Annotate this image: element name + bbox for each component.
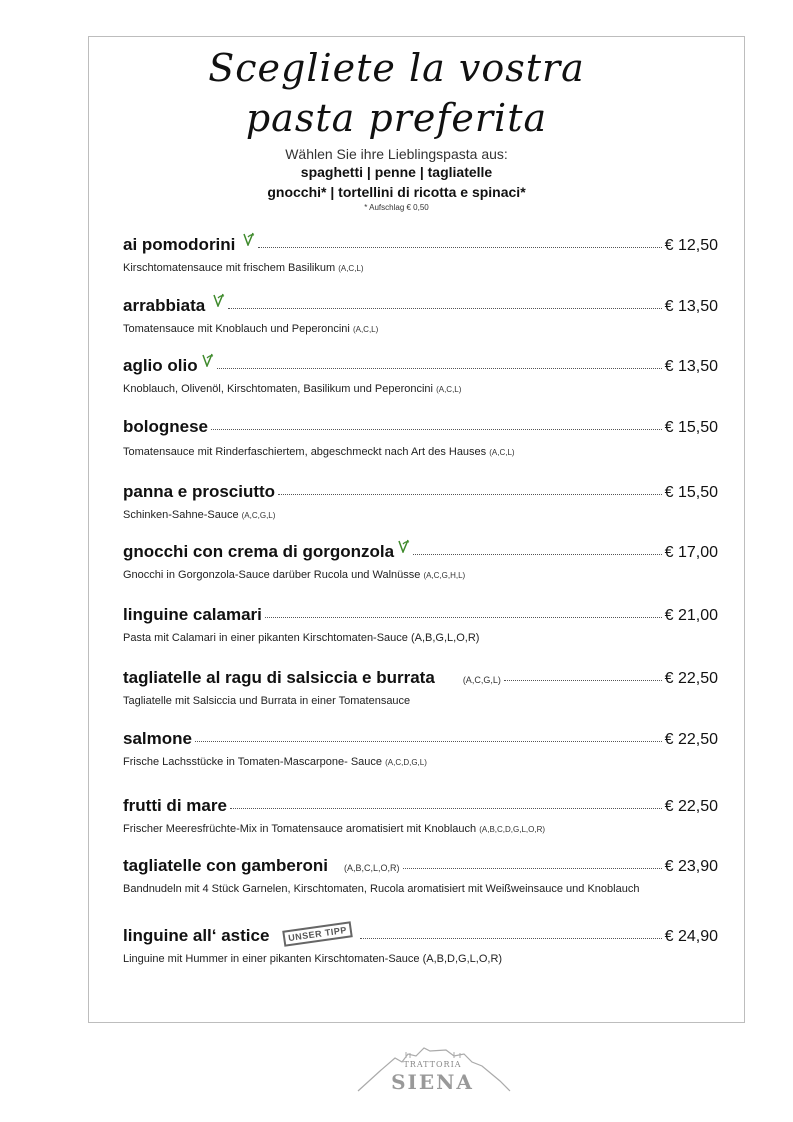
dish-name: bolognese [123, 417, 209, 436]
allergen-codes: (A,C,G,L) [241, 511, 276, 520]
dish-price: € 13,50 [664, 358, 718, 375]
logo-text-big: SIENA [391, 1070, 474, 1094]
allergen-codes: (A,B,C,L,O,R) [344, 863, 400, 873]
dot-leader [228, 307, 661, 309]
dish-description: Frische Lachsstücke in Tomaten-Mascarpone- Sauce (A,C,D,G,L) [123, 756, 427, 768]
surcharge-note: * Aufschlag € 0,50 [364, 203, 429, 212]
allergen-codes: (A,B,D,G,L,O,R) [422, 953, 503, 965]
dish-price: € 22,50 [664, 798, 718, 815]
dot-leader [278, 493, 662, 495]
dish-price: € 22,50 [664, 670, 718, 687]
dish-description: Gnocchi in Gorgonzola-Sauce darüber Rucola und Walnüsse (A,C,G,H,L) [123, 569, 466, 581]
dish-price: € 13,50 [664, 298, 718, 315]
dish-price: € 12,50 [664, 237, 718, 254]
allergen-codes: (A,C,G,L) [462, 675, 501, 685]
dish-price: € 15,50 [664, 419, 718, 436]
dish-name: linguine calamari [123, 605, 262, 624]
allergen-codes: (A,C,D,G,L) [385, 758, 427, 767]
allergen-codes: (A,C,L) [338, 264, 364, 273]
allergen-codes: (A,C,L) [489, 448, 515, 457]
menu-item [123, 296, 718, 335]
dish-name: tagliatelle al ragu di salsiccia e burrata [123, 668, 435, 687]
dish-description: Bandnudeln mit 4 Stück Garnelen, Kirschtomaten, Rucola aromatisiert mit Weißweinsauce und Knoblauch [123, 883, 640, 895]
allergen-codes: (A,C,L) [352, 325, 379, 334]
menu-item [123, 856, 718, 895]
allergen-codes: (A,B,C,D,G,L,O,R) [479, 825, 546, 834]
dot-leader [230, 807, 662, 809]
subtitle: Wählen Sie ihre Lieblingspasta aus: [285, 146, 508, 162]
menu-item [123, 356, 718, 395]
menu-item [123, 482, 718, 521]
title-line-1: Scegliete la vostra [208, 46, 585, 90]
dish-price: € 24,90 [664, 928, 718, 945]
dot-leader [258, 246, 661, 248]
dot-leader [195, 740, 662, 742]
dish-price: € 15,50 [664, 484, 718, 501]
logo-text-small: TRATTORIA [403, 1060, 462, 1069]
allergen-codes: (A,C,G,H,L) [423, 571, 466, 580]
dish-description: Knoblauch, Olivenöl, Kirschtomaten, Basilikum und Peperoncini (A,C,L) [123, 383, 462, 395]
menu-item [123, 796, 718, 835]
dot-leader [504, 679, 662, 681]
dish-description: Pasta mit Calamari in einer pikanten Kirschtomaten-Sauce (A,B,G,L,O,R) [123, 632, 480, 644]
allergen-codes: (A,C,L) [436, 385, 462, 394]
allergen-codes: (A,B,G,L,O,R) [410, 632, 480, 644]
vegetarian-icon [211, 293, 225, 307]
menu-item [123, 605, 718, 644]
menu-item [123, 542, 718, 581]
dish-description: Tomatensauce mit Knoblauch und Peperoncini (A,C,L) [123, 323, 379, 335]
pasta-types-line-2: gnocchi* | tortellini di ricotta e spinaci* [267, 184, 526, 200]
dish-price: € 17,00 [664, 544, 718, 561]
dish-name: linguine all‘ astice [123, 926, 270, 945]
dish-description: Frischer Meeresfrüchte-Mix in Tomatensauce aromatisiert mit Knoblauch (A,B,C,D,G,L,O,R) [123, 823, 546, 835]
dot-leader [360, 937, 661, 939]
menu-item [123, 235, 718, 274]
dish-name: frutti di mare [123, 796, 227, 815]
dish-description: Tomatensauce mit Rinderfaschiertem, abgeschmeckt nach Art des Hauses (A,C,L) [123, 446, 515, 458]
dish-name: panna e prosciutto [123, 482, 276, 501]
dish-name: ai pomodorini [123, 235, 236, 254]
menu-item [123, 668, 718, 707]
dish-name: gnocchi con crema di gorgonzola [123, 542, 395, 561]
vegetarian-icon [200, 353, 214, 367]
dish-description: Linguine mit Hummer in einer pikanten Kirschtomaten-Sauce (A,B,D,G,L,O,R) [123, 953, 503, 965]
menu-item [123, 729, 718, 768]
dot-leader [265, 616, 662, 618]
menu-item [123, 926, 718, 965]
vegetarian-icon [396, 539, 410, 553]
dish-price: € 23,90 [664, 858, 718, 875]
dot-leader [413, 553, 662, 555]
dish-name: salmone [123, 729, 192, 748]
dish-price: € 22,50 [664, 731, 718, 748]
menu-item [123, 417, 718, 458]
dish-description: Schinken-Sahne-Sauce (A,C,G,L) [123, 509, 276, 521]
pasta-types-line-1: spaghetti | penne | tagliatelle [300, 164, 493, 180]
dish-name: tagliatelle con gamberoni [123, 856, 328, 875]
vegetarian-icon [241, 232, 255, 246]
dot-leader [217, 367, 662, 369]
dish-name: arrabbiata [123, 296, 206, 315]
dish-description: Kirschtomatensauce mit frischem Basilikum (A,C,L) [123, 262, 364, 274]
dot-leader [403, 867, 662, 869]
dish-description: Tagliatelle mit Salsiccia und Burrata in einer Tomatensauce [123, 695, 411, 707]
title-line-2: pasta preferita [245, 96, 548, 140]
recommendation-stamp: UNSER TIPP [283, 921, 354, 946]
dish-name: aglio olio [123, 356, 198, 375]
dish-price: € 21,00 [664, 607, 718, 624]
dot-leader [211, 428, 662, 430]
